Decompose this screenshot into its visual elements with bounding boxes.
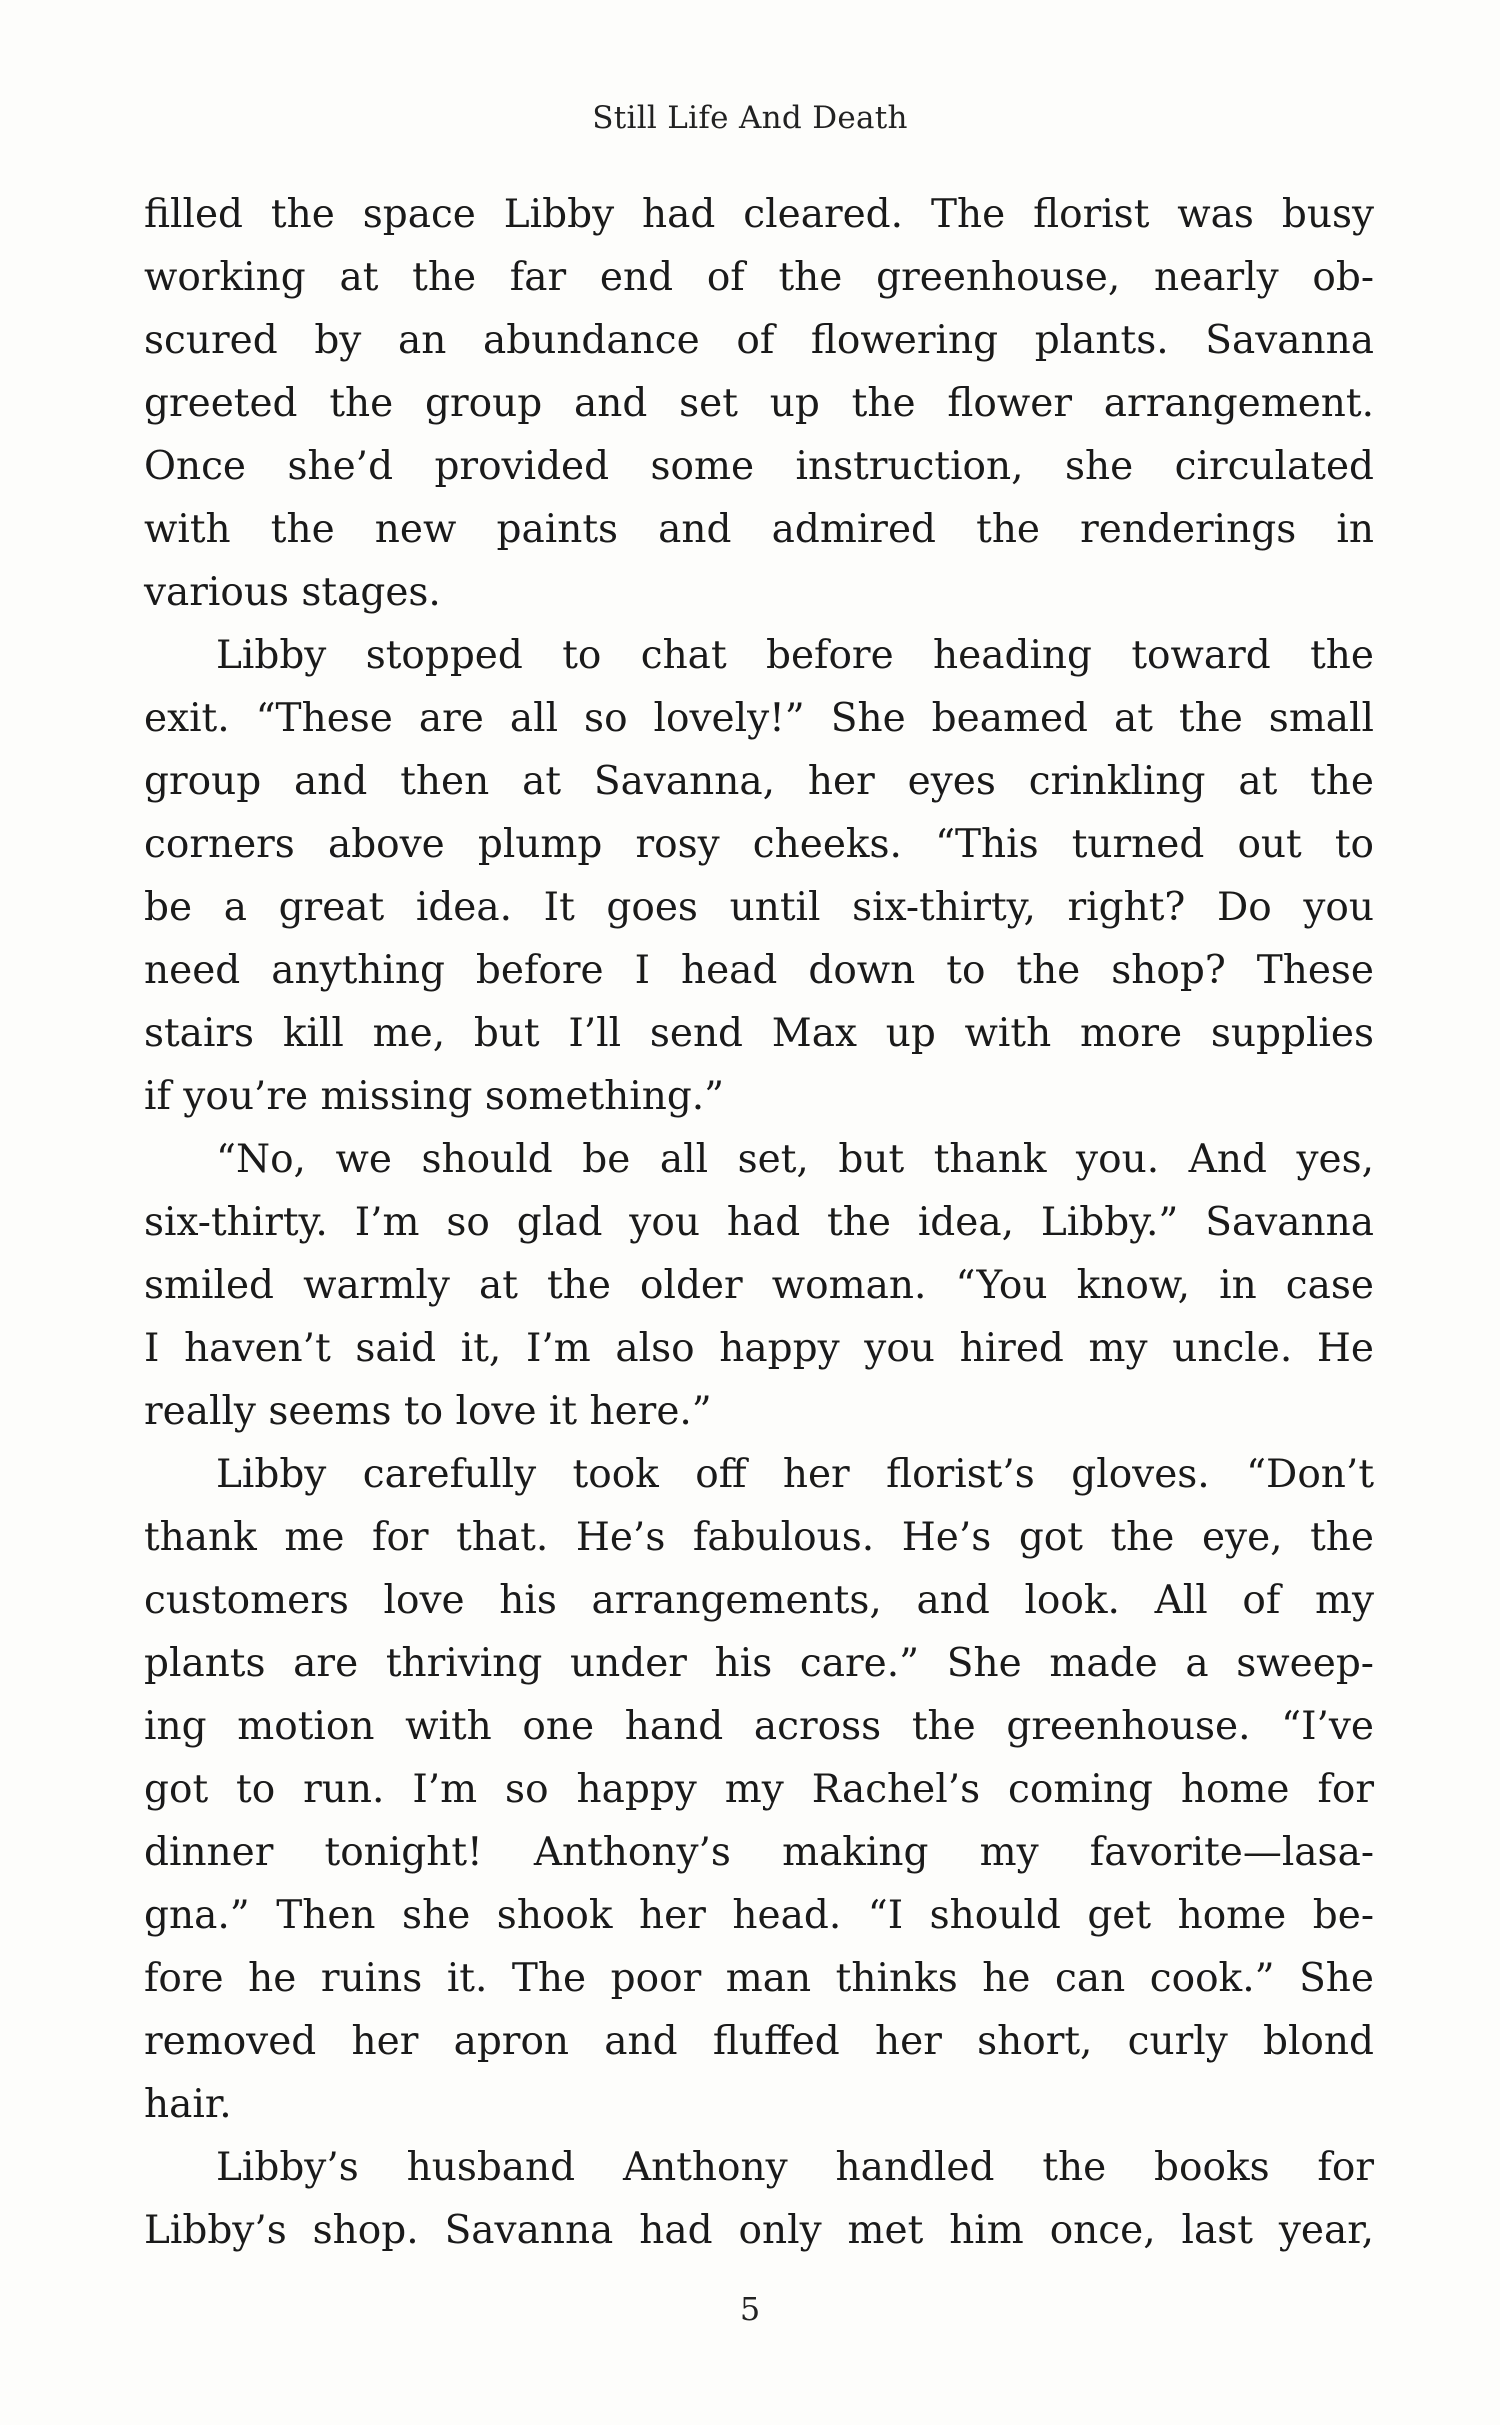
text-line: Libby carefully took off her florist’s gloves. “Don’t xyxy=(216,1452,1374,1497)
text-line: corners above plump rosy cheeks. “This turned out to xyxy=(144,822,1374,867)
text-line: Once she’d provided some instruction, she circulated xyxy=(144,444,1374,489)
text-line: scured by an abundance of flowering plants. Savanna xyxy=(144,318,1374,363)
text-line: greeted the group and set up the flower arrangement. xyxy=(144,381,1374,426)
text-line: hair. xyxy=(144,2082,232,2127)
text-line: dinner tonight! Anthony’s making my favorite—lasa- xyxy=(144,1830,1374,1875)
text-line: exit. “These are all so lovely!” She beamed at the small xyxy=(144,696,1374,741)
page-number: 5 xyxy=(739,2290,761,2328)
text-line: smiled warmly at the older woman. “You know, in case xyxy=(144,1263,1374,1308)
text-line: various stages. xyxy=(144,570,441,615)
text-line: filled the space Libby had cleared. The florist was busy xyxy=(144,192,1374,237)
text-line: I haven’t said it, I’m also happy you hired my uncle. He xyxy=(144,1326,1374,1371)
text-line: need anything before I head down to the shop? These xyxy=(144,948,1374,993)
text-line: got to run. I’m so happy my Rachel’s coming home for xyxy=(144,1767,1374,1812)
text-line: removed her apron and fluffed her short, curly blond xyxy=(144,2019,1374,2064)
text-line: Libby’s shop. Savanna had only met him once, last year, xyxy=(144,2208,1374,2253)
text-line: stairs kill me, but I’ll send Max up with more supplies xyxy=(144,1011,1374,1056)
text-line: fore he ruins it. The poor man thinks he can cook.” She xyxy=(144,1956,1374,2001)
body-text xyxy=(144,183,1374,2262)
text-line: six-thirty. I’m so glad you had the idea, Libby.” Savanna xyxy=(144,1200,1374,1245)
text-line: if you’re missing something.” xyxy=(144,1074,725,1119)
text-line: Libby stopped to chat before heading toward the xyxy=(216,633,1374,678)
text-line: really seems to love it here.” xyxy=(144,1389,712,1434)
text-line: gna.” Then she shook her head. “I should get home be- xyxy=(144,1893,1374,1938)
text-line: “No, we should be all set, but thank you. And yes, xyxy=(216,1137,1374,1182)
text-line: group and then at Savanna, her eyes crinkling at the xyxy=(144,759,1374,804)
text-line: thank me for that. He’s fabulous. He’s got the eye, the xyxy=(144,1515,1374,1560)
text-line: Libby’s husband Anthony handled the books for xyxy=(216,2145,1374,2190)
text-line: with the new paints and admired the renderings in xyxy=(144,507,1374,552)
text-line: plants are thriving under his care.” She made a sweep- xyxy=(144,1641,1374,1686)
text-line: working at the far end of the greenhouse, nearly ob- xyxy=(144,255,1374,300)
text-line: customers love his arrangements, and look. All of my xyxy=(144,1578,1374,1623)
text-line: be a great idea. It goes until six-thirty, right? Do you xyxy=(144,885,1374,930)
running-header: Still Life And Death xyxy=(592,100,908,136)
text-line: ing motion with one hand across the greenhouse. “I’ve xyxy=(144,1704,1374,1749)
